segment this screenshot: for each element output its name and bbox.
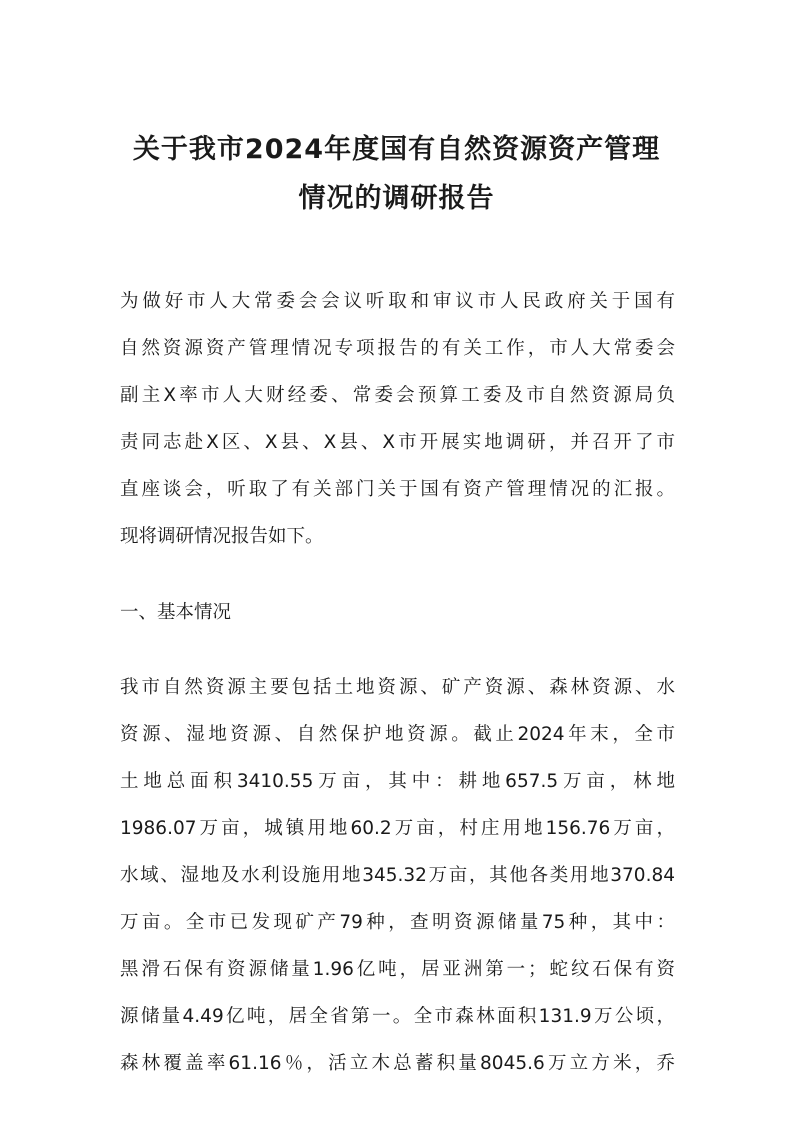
intro-paragraph-line: 现将调研情况报告如下。	[120, 526, 324, 547]
section-paragraph-line: 1986.07万亩，城镇用地60.2万亩，村庄用地156.76万亩，	[120, 818, 675, 839]
intro-paragraph-line: 副主X率市人大财经委、常委会预算工委及市自然资源局负	[120, 385, 675, 406]
document-title-line-2: 情况的调研报告	[298, 183, 495, 214]
section-paragraph-line: 黑滑石保有资源储量1.96亿吨，居亚洲第一；蛇纹石保有资	[120, 959, 675, 980]
intro-paragraph-line: 责同志赴X区、X县、X县、X市开展实地调研，并召开了市	[120, 432, 675, 453]
section-paragraph-line: 源储量4.49亿吨，居全省第一。全市森林面积131.9万公顷，	[120, 1006, 675, 1027]
section-paragraph-line: 资源、湿地资源、自然保护地资源。截止2024年末，全市	[120, 724, 675, 745]
document-title-line-1: 关于我市2024年度国有自然资源资产管理	[132, 134, 661, 165]
section-heading: 一、基本情况	[120, 602, 232, 623]
section-paragraph-line: 万亩。全市已发现矿产79种，查明资源储量75种，其中：	[120, 912, 675, 933]
section-paragraph-line: 我市自然资源主要包括土地资源、矿产资源、森林资源、水	[120, 677, 675, 698]
intro-paragraph-line: 为做好市人大常委会会议听取和审议市人民政府关于国有	[120, 291, 675, 312]
intro-paragraph-line: 自然资源资产管理情况专项报告的有关工作，市人大常委会	[120, 338, 675, 359]
section-paragraph-line: 水域、湿地及水利设施用地345.32万亩，其他各类用地370.84	[120, 865, 675, 886]
intro-paragraph-line: 直座谈会，听取了有关部门关于国有资产管理情况的汇报。	[120, 479, 675, 500]
section-paragraph-line: 土地总面积3410.55万亩，其中：耕地657.5万亩，林地	[120, 771, 675, 792]
section-paragraph-line: 森林覆盖率61.16％，活立木总蓄积量8045.6万立方米，乔	[120, 1053, 675, 1074]
